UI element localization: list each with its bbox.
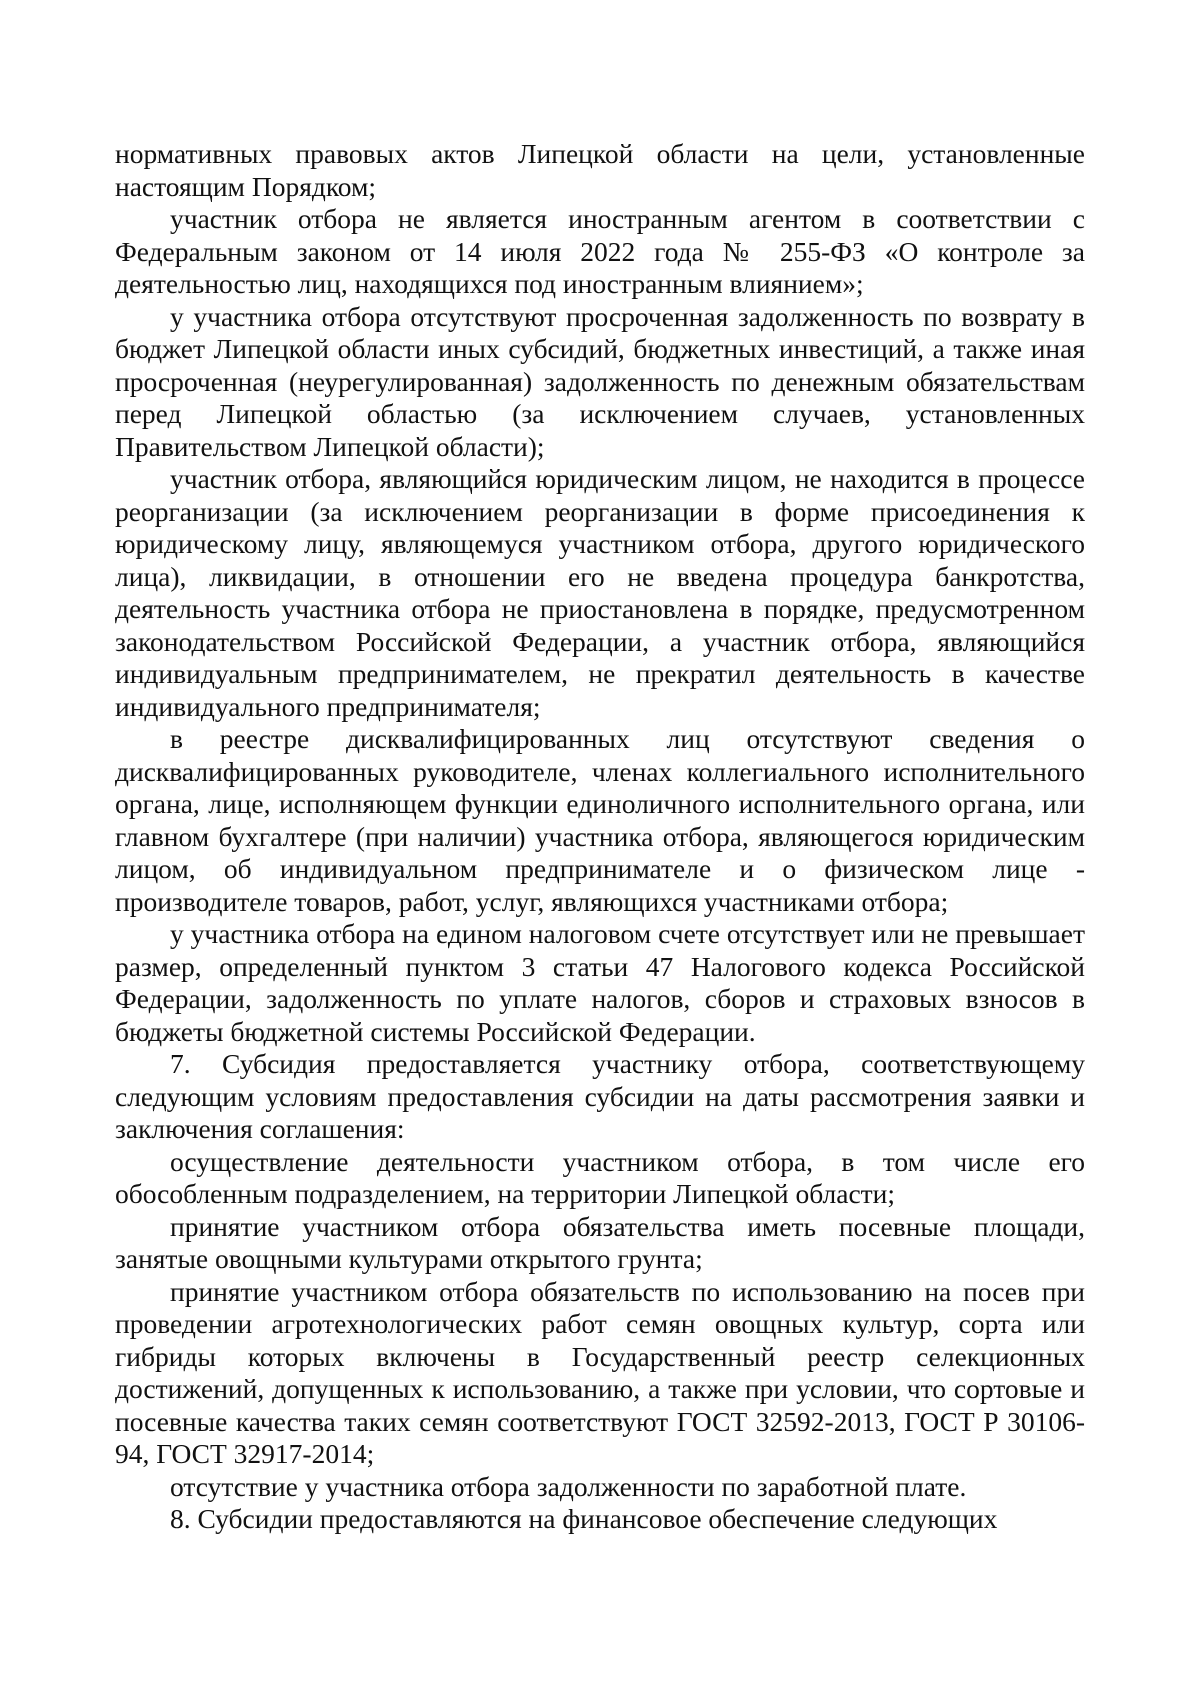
paragraph-no-wage-arrears: отсутствие у участника отбора задолженности по заработной плате.: [170, 1470, 967, 1502]
paragraph-overdue-debt: у участника отбора отсутствуют просроченная задолженность по возврату в бюджет Липецкой области иных субсидий, бюджетных инвестиций, а также иная просроченная (неурегулированная) задолженность по денежным обязательствам перед Липецкой областью (за исключением случаев, установленных Правительством Липецкой области);: [115, 300, 1085, 462]
paragraph-reorganization: участник отбора, являющийся юридическим лицом, не находится в процессе реорганизации (за исключением реорганизации в форме присоединения к юридическому лицу, являющемуся участником отбора, другого юридического лица), ликвидации, в отношении его не введена процедура банкротства, деятельность участника отбора не приостановлена в порядке, предусмотренном законодательством Российской Федерации, а участник отбора, являющийся индивидуальным предпринимателем, не прекратил деятельность в качестве индивидуального предпринимателя;: [115, 463, 1085, 722]
paragraph-activity-territory: осуществление деятельности участником отбора, в том числе его обособленным подразделением, на территории Липецкой области;: [115, 1145, 1085, 1209]
paragraph-disqualified-registry: в реестре дисквалифицированных лиц отсутствуют сведения о дисквалифицированных руководителе, членах коллегиального исполнительного органа, лице, исполняющем функции единоличного исполнительного органа, или главном бухгалтере (при наличии) участника отбора, являющегося юридическим лицом, об индивидуальном предпринимателе и о физическом лице - производителе товаров, работ, услуг, являющихся участниками отбора;: [115, 723, 1085, 917]
paragraph-foreign-agent: участник отбора не является иностранным агентом в соответствии с Федеральным законом от 14 июля 2022 года № 255-ФЗ «О контроле за деятельностью лиц, находящихся под иностранным влиянием»;: [115, 203, 1085, 299]
paragraph-continuation: нормативных правовых актов Липецкой области на цели, установленные настоящим Порядком;: [115, 138, 1085, 202]
paragraph-tax-account: у участника отбора на едином налоговом счете отсутствует или не превышает размер, определенный пунктом 3 статьи 47 Налогового кодекса Российской Федерации, задолженность по уплате налогов, сборов и страховых взносов в бюджеты бюджетной системы Российской Федерации.: [115, 918, 1085, 1047]
document-page: [115, 138, 1085, 1536]
paragraph-item-8: 8. Субсидии предоставляются на финансовое обеспечение следующих: [170, 1503, 998, 1534]
paragraph-seed-obligations: принятие участником отбора обязательств по использованию на посев при проведении агротехнологических работ семян овощных культур, сорта или гибриды которых включены в Государственный реестр селекционных достижений, допущенных к использованию, а также при условии, что сортовые и посевные качества таких семян соответствуют ГОСТ 32592-2013, ГОСТ Р 30106-94, ГОСТ 32917-2014;: [115, 1275, 1085, 1469]
paragraph-sowing-areas: принятие участником отбора обязательства иметь посевные площади, занятые овощными культурами открытого грунта;: [115, 1210, 1085, 1274]
paragraph-item-7: 7. Субсидия предоставляется участнику отбора, соответствующему следующим условиям предоставления субсидии на даты рассмотрения заявки и заключения соглашения:: [115, 1048, 1085, 1144]
